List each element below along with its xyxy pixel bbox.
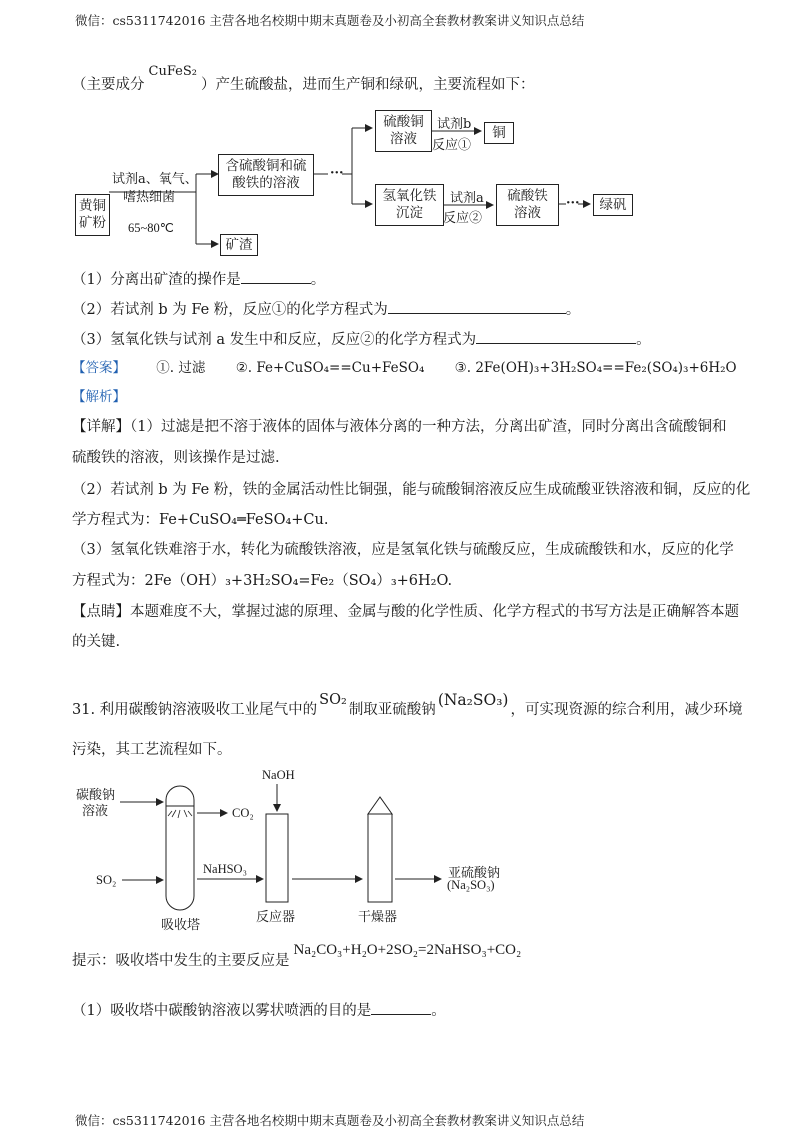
ellipsis-2: ··· [566,196,580,211]
question-2-text: （2）若试剂 b 为 Fe 粉，反应①的化学方程式为 [72,302,388,318]
q31-1-end: 。 [431,1003,446,1019]
na2co3-label-2: 溶液 [82,804,109,819]
reagent-b-label: 试剂b [437,117,472,132]
question-3-text: （3）氢氧化铁与试剂 a 发生中和反应，反应②的化学方程式为 [72,332,477,348]
q31-so2: SO₂ [319,692,347,708]
analysis-label: 【解析】 [72,389,126,405]
comment-line-1: 【点睛】本题难度不大，掌握过滤的原理、金属与酸的化学性质、化学方程式的书写方法是正确解答本题 [72,604,739,620]
tower-label: 吸收塔 [161,918,201,933]
page-header: 微信：cs5311742016 主营各地名校期中期末真题卷及小初高全套教材教案讲义知识点总结 [75,13,585,28]
so2-label: SO₂ [96,873,117,887]
question-1-text: （1）分离出矿渣的操作是 [72,272,241,288]
residue-label: 矿渣 [225,236,253,253]
q31-1-text: （1）吸收塔中碳酸钠溶液以雾状喷洒的目的是 [72,1003,372,1019]
question-31-line-2: 污染，其工艺流程如下。 [72,742,232,758]
condition-line2: 嗜热细菌 [123,190,176,205]
answer-label: 【答案】 [72,360,126,376]
intro-formula: CuFeS₂ [148,64,197,79]
feoh3-label: 氢氧化铁沉淀 [382,188,437,221]
naoh-label: NaOH [262,768,295,782]
detail-line-2: 硫酸铁的溶液，则该操作是过滤. [72,450,280,466]
detail-line-3: （2）若试剂 b 为 Fe 粉，铁的金属活动性比铜强，能与硫酸铜溶液反应生成硫酸亚铁溶液和铜，反应的化 [72,482,751,498]
detail-line-1: 【详解】（1）过滤是把不溶于液体的固体与液体分离的一种方法，分离出矿渣，同时分离出含硫酸铜和 [72,419,727,435]
ellipsis-1: ··· [330,166,344,181]
product-label-2: (Na₂SO₃) [447,878,495,892]
q31-text-b: 制取亚硫酸钠 [348,702,436,718]
hint-line [72,942,522,970]
nahso3-label: NaHSO₃ [203,862,247,876]
question-3-end: 。 [636,332,651,348]
q31-text-c: ，可实现资源的综合利用，减少环境 [510,702,743,718]
answer-2: ②. Fe+CuSO₄==Cu+FeSO₄ [235,360,425,376]
co2-label: CO₂ [232,806,254,820]
answer-3: ③. 2Fe(OH)₃+3H₂SO₄==Fe₂(SO₄)₃+6H₂O [454,360,737,376]
question-1-end: 。 [310,272,326,288]
q31-text-a: 31. 利用碳酸钠溶液吸收工业尾气中的 [72,702,318,718]
reactor-label: 反应器 [256,910,296,925]
na2co3-label-1: 碳酸钠 [76,788,116,803]
mix-solution-label: 含硫酸铜和硫酸铁的溶液 [225,158,307,191]
ore-label: 黄铜矿粉 [79,198,106,231]
answer-1: ①. 过滤 [156,360,206,376]
reaction1-label: 反应① [432,138,472,153]
q31-1-blank [371,1000,431,1015]
q31-formula: (Na₂SO₃) [437,691,509,709]
cuso4-label: 硫酸铜溶液 [383,114,424,147]
detail-line-5: （3）氢氧化铁难溶于水，转化为硫酸铁溶液，应是氢氧化铁与硫酸反应，生成硫酸铁和水，反应的化学 [72,542,734,558]
question-31-1 [72,1000,446,1020]
detail-line-6: 方程式为：2Fe（OH）₃+3H₂SO₄=Fe₂（SO₄）₃+6H₂O. [72,573,453,589]
dryer-label: 干燥器 [358,910,398,925]
reaction2-label: 反应② [443,211,483,226]
intro-suffix: ）产生硫酸盐，进而生产铜和绿矾，主要流程如下： [200,77,535,93]
product-label-1: 亚硫酸钠 [448,866,501,881]
condition-line1: 试剂a、氧气、 [112,172,198,187]
copper-label: 铜 [492,124,506,141]
comment-line-2: 的关键. [72,634,121,650]
condition-line3: 65~80℃ [128,221,174,235]
detail-line-4: 学方程式为：Fe+CuSO₄═FeSO₄+Cu. [72,512,329,528]
intro-prefix: （主要成分 [72,77,145,93]
reagent-a-label: 试剂a [450,191,484,206]
page-footer: 微信：cs5311742016 主营各地名校期中期末真题卷及小初高全套教材教案讲义知识点总结 [75,1113,585,1128]
question-2-end: 。 [565,302,581,318]
hint-prefix: 提示：吸收塔中发生的主要反应是 [72,953,290,969]
hint-equation: Na₂CO₃+H₂O+2SO₂=2NaHSO₃+CO₂ [293,942,522,958]
fe2so43-label: 硫酸铁溶液 [507,188,548,221]
vitriol-label: 绿矾 [599,196,627,213]
